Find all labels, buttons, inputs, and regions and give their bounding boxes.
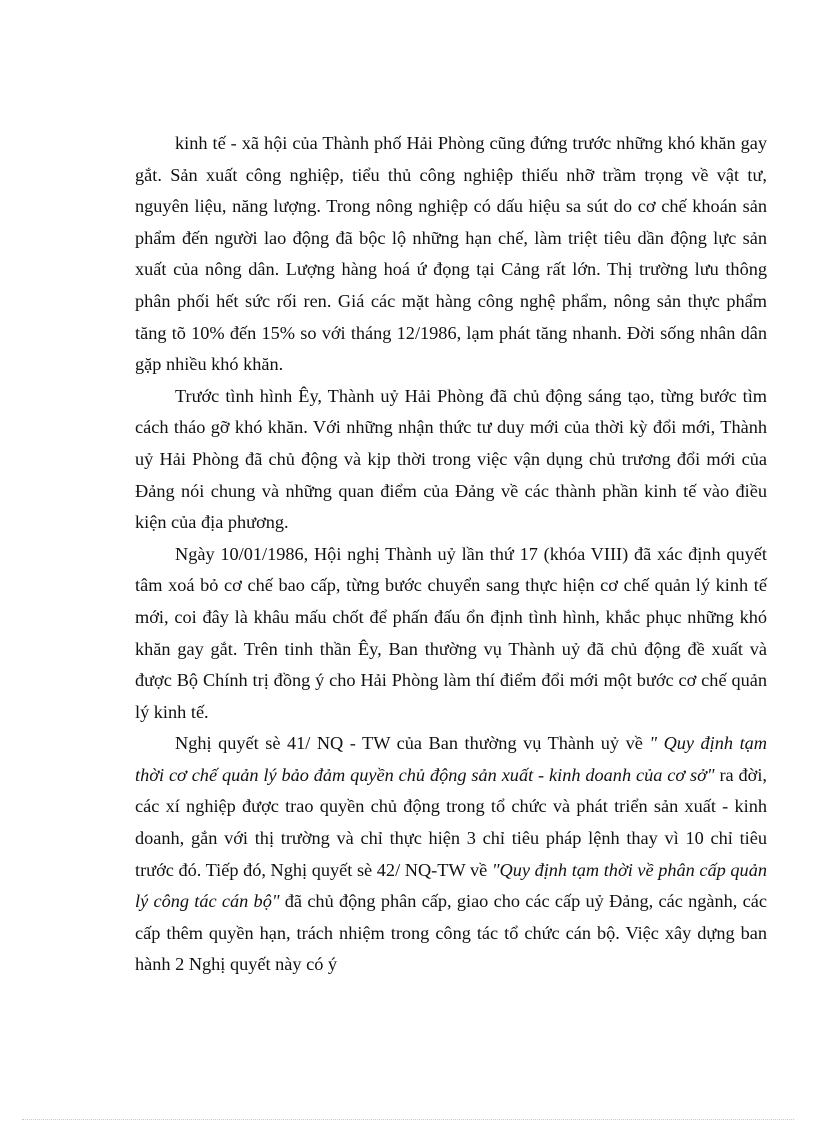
paragraph-1-text: kinh tế - xã hội của Thành phố Hải Phòng cũng đứng trước những khó khăn gay gắt. Sản xuất công nghiệp, tiểu thủ công nghiệp thiếu nhỡ trầm trọng về vật tư, nguyên liệu, năng lượng. Trong nông nghiệp có dấu hiệu sa sút do cơ chế khoán sản phẩm đến người lao động đã bộc lộ những hạn chế, làm triệt tiêu dần động lực sản xuất của nông dân. Lượng hàng hoá ứ đọng tại Cảng rất lớn. Thị trường lưu thông phân phối hết sức rối ren. Giá các mặt hàng công nghệ phẩm, nông sản thực phẩm tăng tõ 10% đến 15% so với tháng 12/1986, lạm phát tăng nhanh. Đời sống nhân dân gặp nhiều khó khăn. [135, 133, 767, 375]
paragraph-2-text: Trước tình hình Êy, Thành uỷ Hải Phòng đã chủ động sáng tạo, từng bước tìm cách tháo gỡ khó khăn. Với những nhận thức tư duy mới của thời kỳ đổi mới, Thành uỷ Hải Phòng đã chủ động và kịp thời trong việc vận dụng chủ trương đổi mới của Đảng nói chung và những quan điểm của Đảng về các thành phần kinh tế vào điều kiện của địa phương. [135, 385, 767, 533]
paragraph-2 [135, 381, 767, 539]
paragraph-3-text: Ngày 10/01/1986, Hội nghị Thành uỷ lần thứ 17 (khóa VIII) đã xác định quyết tâm xoá bỏ cơ chế bao cấp, từng bước chuyển sang thực hiện cơ chế quản lý kinh tế mới, coi đây là khâu mấu chốt để phấn đấu ổn định tình hình, khắc phục những khó khăn gay gắt. Trên tinh thần Êy, Ban thường vụ Thành uỷ đã chủ động đề xuất và được Bộ Chính trị đồng ý cho Hải Phòng làm thí điểm đổi mới một bước cơ chế quản lý kinh tế. [135, 543, 767, 722]
paragraph-4-text-c: đã chủ động phân cấp, giao cho các cấp uỷ Đảng, các ngành, các cấp thêm quyền hạn, trách nhiệm trong công tác tổ chức cán bộ. Việc xây dựng ban hành 2 Nghị quyết này có ý [135, 891, 767, 975]
resolution-41-title: " Quy định tạm thời cơ chế quản lý bảo đảm quyền chủ động sản xuất - kinh doanh của cơ sở" [135, 733, 767, 785]
paragraph-4-text-a: Nghị quyết sè 41/ NQ - TW của Ban thường vụ Thành uỷ về [175, 733, 650, 754]
paragraph-4-text-b: ra đời, các xí nghiệp được trao quyền chủ động trong tổ chức và phát triển sản xuất - kinh doanh, gắn với thị trường và chỉ thực hiện 3 chỉ tiêu pháp lệnh thay vì 10 chỉ tiêu trước đó. Tiếp đó, Nghị quyết sè 42/ NQ-TW về [135, 764, 767, 880]
body-text [135, 128, 767, 981]
page-bottom-divider [22, 1119, 794, 1120]
paragraph-3 [135, 539, 767, 729]
paragraph-4 [135, 728, 767, 981]
paragraph-1 [135, 128, 767, 381]
resolution-42-title: "Quy định tạm thời về phân cấp quản lý công tác cán bộ" [135, 859, 767, 912]
